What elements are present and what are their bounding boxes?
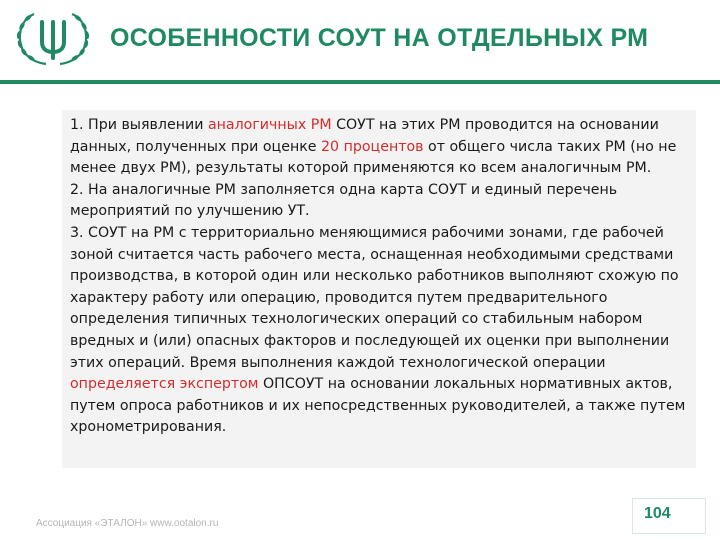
paragraph-2: 2. На аналогичные РМ заполняется одна карта СОУТ и единый перечень мероприятий по улучшению УТ. [70, 181, 618, 220]
highlight-expert: определяется экспертом [70, 376, 259, 393]
content-body [70, 115, 694, 439]
paragraph-3 [70, 223, 694, 439]
footer-association: Ассоциация «ЭТАЛОН» www.ootalon.ru [36, 518, 219, 529]
page-number: 104 [644, 505, 671, 522]
paragraph-1 [70, 115, 694, 180]
paragraph-1-text-b: СОУТ на этих РМ проводится на основании данных, полученных при оценке [70, 117, 659, 155]
paragraph-3-text-b: ОПСОУТ на основании локальных нормативных актов, путем опроса работников и их непосредственных руководителей, а также путем хронометрирования. [70, 376, 686, 436]
highlight-20-percent: 20 процентов [321, 138, 424, 155]
header-divider [0, 80, 720, 84]
paragraph-1-text-a: 1. При выявлении [70, 117, 208, 133]
highlight-analogous-workplaces: аналогичных РМ [207, 117, 332, 133]
page-title: ОСОБЕННОСТИ СОУТ НА ОТДЕЛЬНЫХ РМ [110, 24, 649, 52]
paragraph-1-text-c: от общего числа таких РМ (но не менее двух РМ), результаты которой применяются ко всем аналогичным РМ. [70, 138, 677, 177]
laurel-logo-icon [12, 8, 94, 66]
paragraph-3-text-a: 3. СОУТ на РМ с территориально меняющимися рабочими зонами, где рабочей зоной считается часть рабочего места, оснащенная необходимыми средствами производства, в которой один или несколько работников выполняют схожую по характеру работу или операцию, проводится путем предварительного определения типичных технологических операций со стабильным набором вредных и (или) опасных факторов и последующей их оценки при выполнении этих операций. Время выполнения каждой технологической операции [70, 224, 679, 371]
